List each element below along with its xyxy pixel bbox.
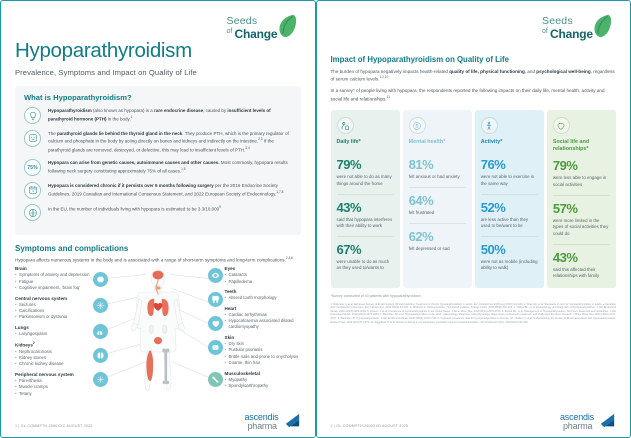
stat-column-title: Activity* [480, 139, 503, 146]
stat-column [403, 110, 472, 287]
symptom-category-label: Brain [15, 266, 27, 272]
fact-row [24, 182, 292, 199]
stat-description: were more limited in the types of social activities they could do [552, 217, 609, 236]
stat-description: felt anxious or had anxiety [408, 174, 460, 180]
heart-icon-bubble [208, 316, 223, 331]
page-2-heading: Impact of Hypoparathyroidism on Quality of Life [330, 55, 509, 64]
tooth-icon [211, 295, 220, 304]
symptom-category-label: Kidneys$^2$ [15, 341, 35, 348]
symptom-item: • Hypocalcaemia associated dilated cardiomyopathy [225, 318, 301, 330]
fact-text: Hypoparathyroidism (also known as hypopara) is a rare endocrine disease, caused by insufficient levels of parathyroid hormone (PTH) in the body.$^1$ [48, 108, 271, 122]
symptoms-intro: Hypopara affects numerous systems in the body and is associated with a range of short-term symptoms and long-term complications.$^{2,4,6}$ [15, 255, 293, 263]
percent-label: 75% [27, 164, 38, 171]
symptom-category-label: Lungs [15, 324, 29, 330]
symptom-item: • Myopathy [225, 377, 301, 383]
fact-text: In the EU, the number of individuals living with hypopara is estimated to be 3.3/10,000$^9$ [48, 205, 221, 212]
logo-seeds-text: Seeds [226, 15, 258, 27]
stat-item [409, 223, 466, 253]
skin-icon-bubble [208, 340, 223, 355]
lightbulb-icon [24, 107, 41, 124]
symptom-item: • Calcifications [15, 308, 91, 314]
head-mind-icon [409, 117, 426, 134]
symptom-item: • Parkinsonism or dystonia [15, 314, 91, 320]
kidneys-icon [96, 351, 105, 360]
stat-value: 43% [336, 199, 362, 215]
footer-code: 1 | GL-COMMPTH-2580XXC AUGUST 2025 [15, 424, 93, 428]
stat-description: felt frustrated [408, 210, 435, 216]
stat-value: 64% [408, 193, 434, 209]
brain-icon [96, 275, 105, 284]
stat-description: felt depressed or sad [408, 245, 450, 251]
footer-code: 2 | GL-COMMPTH-2600XXD AUGUST 2025 [330, 424, 409, 428]
ascendis-mark-icon [599, 413, 616, 428]
stat-value: 76% [480, 157, 506, 173]
page-2-footer [317, 407, 631, 437]
logo-change-text: Change [234, 27, 278, 41]
symptoms-heading: Symptoms and complications [15, 243, 129, 253]
what-is-hypopara-card [15, 86, 301, 235]
eye-icon-bubble [208, 268, 223, 283]
stat-value: 52% [480, 199, 506, 215]
symptom-item: • Coarse, thin hair [225, 360, 301, 366]
percent-75-icon [24, 159, 41, 176]
symptom-category-label: Peripheral nervous system [15, 372, 74, 378]
symptom-category-label: Skin [224, 335, 235, 341]
fact-text: Hypopara can arise from genetic causes, autoimmune causes and other causes. Most commonly, hypopara results following neck surgery constituting approximately 75% of all cases.$^{1,5}$ [48, 160, 288, 174]
stat-description: were less able to engage in social activities [552, 175, 607, 188]
symptom-item: • Cataracts [225, 272, 301, 278]
fact-row [24, 130, 292, 154]
stat-item [409, 187, 466, 217]
stat-column [475, 110, 544, 287]
symptoms-diagram [15, 266, 301, 398]
symptom-item: • Spondyloarthropathy [225, 383, 301, 389]
stat-value: 81% [408, 157, 434, 173]
symptom-item: • Laryngospasm [15, 331, 91, 337]
symptom-item: • Brittle nails and prone to onycholysis [225, 354, 301, 360]
peripheral-nerve-icon [96, 375, 105, 384]
lungs-icon [96, 327, 105, 336]
stat-value: 79% [552, 158, 578, 174]
symptom-item: • Pustular psoriasis [225, 347, 301, 353]
human-body-figure [119, 268, 197, 394]
symptom-category-label: Teeth [224, 289, 237, 295]
stat-item [337, 236, 394, 272]
ascendis-pharma-logo [560, 412, 616, 431]
stat-item [481, 236, 538, 272]
stat-description: were not able to do as many things around the home [336, 174, 392, 187]
fact-row [24, 107, 292, 124]
heart-outline-icon [553, 117, 570, 134]
fact-row [24, 159, 292, 176]
stat-item [553, 244, 610, 280]
stat-item [481, 194, 538, 230]
symptom-item: • Chronic kidney disease [15, 361, 91, 367]
page-title: Hypoparathyroidism [15, 39, 192, 62]
symptom-category-label: Heart [224, 306, 237, 312]
tooth-icon-bubble [208, 292, 223, 307]
card-heading: What is Hypoparathyroidism? [24, 93, 132, 102]
stat-description: said that hypopara interferes with their ability to work [336, 216, 393, 229]
stat-value: 57% [552, 200, 578, 216]
symptom-category-label: Central nervous system [15, 295, 68, 301]
stat-value: 50% [480, 241, 506, 257]
nervous-system-icon [96, 301, 105, 310]
leaf-icon [591, 13, 612, 39]
heart-icon [211, 319, 220, 328]
page-2-paragraph-2: In a survey* of people living with hypopara, the respondents reported the following impacts on their daily life, mental health, activity and social life and relationships.$^{11}$ [330, 88, 605, 102]
symptom-item: • Kidney stones [15, 355, 91, 361]
running-person-icon [481, 117, 498, 134]
symptom-category-label: Musculoskeletal [224, 370, 260, 376]
stat-column-title: Social life and relationships* [552, 139, 590, 153]
fact-row [24, 204, 292, 221]
person-home-icon [337, 117, 354, 134]
quality-of-life-stats-grid [331, 110, 617, 287]
facts-list [24, 107, 292, 221]
ascendis-mark-icon [284, 413, 301, 428]
stat-description: were unable to do as much as they used to/wants to [336, 258, 390, 271]
symptom-item: • Dry skin [225, 341, 301, 347]
ascendis-text: ascendis [560, 412, 594, 422]
pharma-text: pharma [247, 420, 277, 431]
ascendis-pharma-logo [245, 412, 301, 431]
stat-item [337, 152, 394, 187]
fact-text: The parathyroid glands lie behind the thyroid gland in the neck. They produce PTH, which is the primary regulator of calcium and phosphate in the body by acting directly on bones and kidneys and indirectly on the intestine.$^{2,3}$ If the parathyroid glands are removed, destroyed, or defective, this may lead to insufficient levels of PTH.$^{3,4}$ [48, 130, 289, 152]
calendar-clock-icon [24, 182, 41, 199]
symptom-item: • Fatigue [15, 279, 91, 285]
stat-column-title: Mental health* [408, 139, 446, 146]
stat-description: are less active than they used to be/want to be [480, 216, 529, 229]
references-list: 1. Bollerslev J, et al. European Society of Endocrinology Clinical Guideline: Treatment of chronic hypoparathyroidism in adults. Eur J Endocrinol. 2015 Aug;173(2):G1-G20. 2. Khan AA, et al. Standards of care for hypoparathyroidism in adults: a Canadian and International Consensus. Eur J Endocrinol. 2019;180(3):P1-P22. 3. Shoback D. Clinical practice. Hypoparathyroidism. N Engl J Med. 2008;359(4):391-403. 4. Clarke BL, et al. Epidemiology and Diagnosis of Hypoparathyroidism. J Clin Endocrinol Metab. 2016;101(6):2284-2299. 5. Powers J, et al. Prevalence of hypoparathyroidism in the United States. J Bone Miner Res. 2013;28(12):2570-2576. 6. Brandi ML, et al. Management of Hypoparathyroidism: Summary Statement and Guidelines. J Clin Endocrinol Metab. 2016;101(6):2273-2283. 7. Bilezikian JP, et al. Hypoparathyroidism in the adult: epidemiology, diagnosis, pathophysiology, target-organ involvement, treatment, and challenges for future research. J Bone Miner Res. 2011;26(10):2317-2337. 8. Bilezikian JP. Hypoparathyroidism. J Clin Endocrinol Metab. 2020;105(6):1722-1736. 9. Orphanet prevalence data for hypoparathyroidism in Europe. 10. Hadker N, et al. Understanding the burden of illness associated with hypoparathyroidism. Endocr Pract. 2014;20(7):671-679. 11. Siggelkow H, et al. Burden of illness in not adequately controlled chronic hypoparathyroidism. Clin Endocrinol (Oxf). 2020;92(2):159-168. [330, 302, 616, 324]
symptom-item: • Nephrocalcinosis [15, 349, 91, 355]
symptom-item: • Cognitive impairment, 'brain fog' [15, 285, 91, 291]
symptom-item: • Symptoms of anxiety and depression [15, 272, 91, 278]
page-2-paragraph-1: The burden of hypopara negatively impacts health-related quality of life, physical functioning, and psychological well-being, regardless of serum calcium levels.$^{1,2,10}$ [330, 69, 615, 82]
page-1-footer [1, 407, 315, 437]
logo-of-text: of [226, 28, 233, 35]
symptom-category-label: Eyes [224, 266, 236, 272]
stat-column [547, 110, 616, 287]
symptom-item: • Papilledema [225, 279, 301, 285]
stat-item [337, 194, 394, 230]
symptom-item: • Muscle cramps [15, 384, 91, 390]
stat-item [553, 195, 610, 238]
pharma-text: pharma [563, 420, 593, 431]
stat-column [331, 110, 400, 287]
bone-icon [211, 375, 220, 384]
stat-value: 62% [408, 228, 434, 244]
logo-change-text: Change [550, 27, 593, 41]
figure-brain [152, 271, 163, 280]
leaf-icon [276, 13, 297, 39]
symptom-item: • Seizures [15, 302, 91, 308]
seeds-of-change-logo [227, 13, 299, 47]
logo-of-text: of [542, 28, 548, 35]
stat-description: were not as mobile (including ability to walk) [480, 258, 538, 271]
page-2 [316, 0, 631, 438]
symptom-item: • Altered tooth morphology [225, 295, 301, 301]
symptom-item: • Paresthesia [15, 378, 91, 384]
fact-text: Hypopara is considered chronic if it persists over 6 months following surgery per the 2016 Endocrine Society Guidelines, 2019 Canadian and International Consensus Statement, and 2022 European Society of Endocrinology.$^{1,7,8}$ [48, 182, 284, 196]
seeds-of-change-logo-page2 [542, 13, 614, 47]
skin-icon [211, 343, 220, 352]
stat-column-title: Daily life* [336, 139, 361, 146]
stat-value: 79% [336, 157, 362, 173]
thyroid-gland-icon [24, 130, 41, 147]
stat-description: were not able to exercise in the same way [480, 174, 535, 187]
bone-icon-bubble [208, 372, 223, 387]
logo-seeds-text: Seeds [542, 15, 573, 27]
stat-value: 67% [336, 241, 362, 257]
ascendis-text: ascendis [244, 412, 279, 422]
stat-value: 43% [552, 249, 578, 265]
symptom-item: • Cardiac arrhythmias [225, 312, 301, 318]
symptom-item: • Tetany [15, 391, 91, 397]
eye-icon [211, 271, 220, 280]
survey-note: *Survey conducted of 43 patients with hypoparathyroidism. [330, 293, 422, 298]
stat-description: said this affected their relationships with family [552, 266, 600, 279]
stat-item [481, 152, 538, 187]
page-subtitle: Prevalence, Symptoms and Impact on Quality of Life [15, 68, 197, 77]
stat-item [409, 152, 466, 181]
europe-map-icon [24, 204, 41, 221]
stat-item [553, 153, 610, 188]
